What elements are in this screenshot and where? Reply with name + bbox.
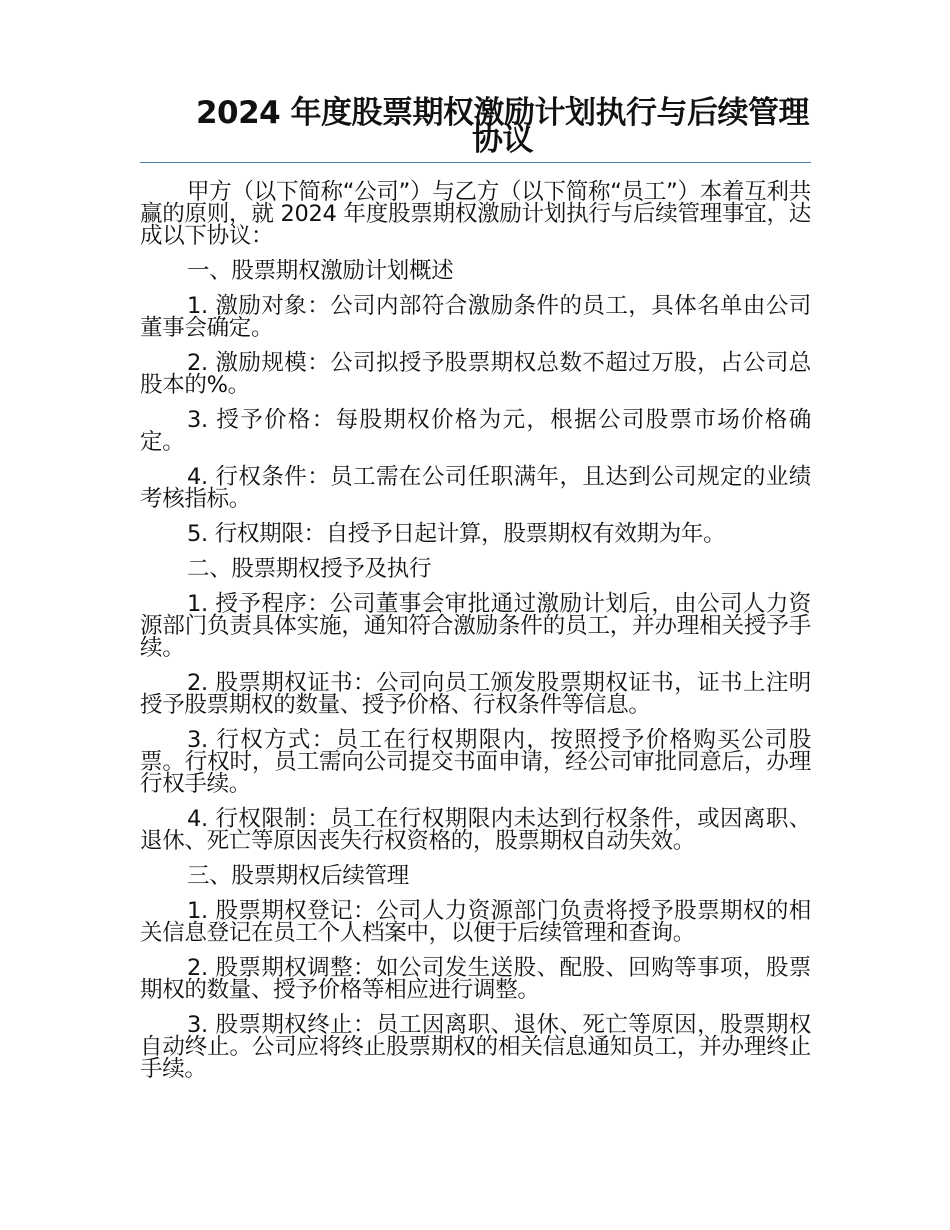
clause-paragraph: 2. 激励规模：公司拟授予股票期权总数不超过万股，占公司总股本的%。 (140, 350, 811, 398)
clause-paragraph: 4. 行权限制：员工在行权期限内未达到行权条件，或因离职、退休、死亡等原因丧失行权资格的，股票期权自动失效。 (140, 806, 811, 854)
clause-paragraph: 2. 股票期权证书：公司向员工颁发股票期权证书，证书上注明授予股票期权的数量、授予价格、行权条件等信息。 (140, 670, 811, 718)
title-divider (140, 162, 811, 163)
document-title: 2024 年度股票期权激励计划执行与后续管理协议 (195, 95, 810, 158)
clause-paragraph: 3. 行权方式：员工在行权期限内，按照授予价格购买公司股票。行权时，员工需向公司提交书面申请，经公司审批同意后，办理行权手续。 (140, 727, 811, 797)
section-heading-grant: 二、股票期权授予及执行 (187, 556, 432, 582)
clause-paragraph: 3. 授予价格：每股期权价格为元，根据公司股票市场价格确定。 (140, 407, 811, 455)
clause-paragraph: 2. 股票期权调整：如公司发生送股、配股、回购等事项，股票期权的数量、授予价格等相应进行调整。 (140, 955, 811, 1003)
clause-paragraph: 1. 股票期权登记：公司人力资源部门负责将授予股票期权的相关信息登记在员工个人档案中，以便于后续管理和查询。 (140, 898, 811, 946)
clause-paragraph: 4. 行权条件：员工需在公司任职满年，且达到公司规定的业绩考核指标。 (140, 464, 811, 512)
clause-paragraph: 5. 行权期限：自授予日起计算，股票期权有效期为年。 (187, 521, 726, 547)
section-heading-overview: 一、股票期权激励计划概述 (187, 258, 454, 284)
document-page (140, 95, 811, 1093)
clause-paragraph: 1. 授予程序：公司董事会审批通过激励计划后，由公司人力资源部门负责具体实施，通知符合激励条件的员工，并办理相关授予手续。 (140, 591, 811, 661)
clause-paragraph: 3. 股票期权终止：员工因离职、退休、死亡等原因，股票期权自动终止。公司应将终止股票期权的相关信息通知员工，并办理终止手续。 (140, 1012, 811, 1082)
section-heading-management: 三、股票期权后续管理 (187, 863, 410, 889)
clause-paragraph: 1. 激励对象：公司内部符合激励条件的员工，具体名单由公司董事会确定。 (140, 293, 811, 341)
preamble-paragraph: 甲方（以下简称“公司”）与乙方（以下简称“员工”）本着互利共赢的原则，就 2024 年度股票期权激励计划执行与后续管理事宜，达成以下协议： (140, 179, 811, 249)
